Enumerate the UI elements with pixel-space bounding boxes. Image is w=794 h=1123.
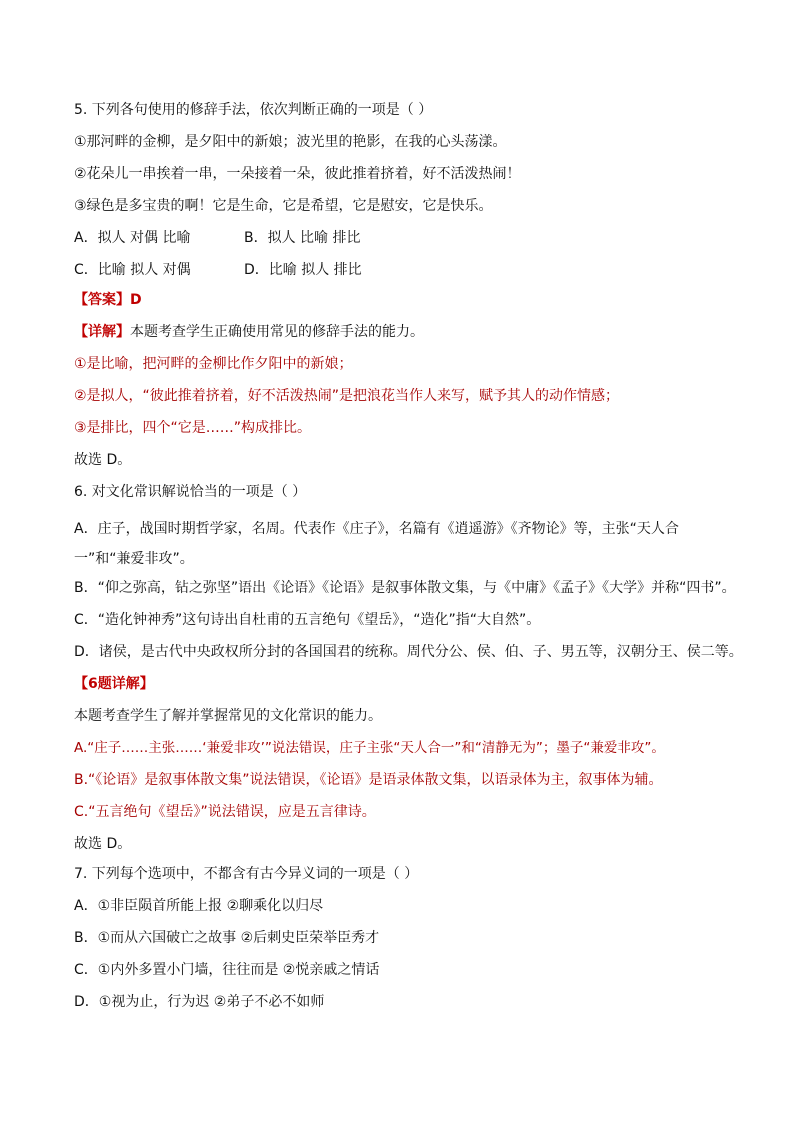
q5-sentence-3: ③绿色是多宝贵的啊！它是生命，它是希望，它是慰安，它是快乐。 xyxy=(74,198,493,214)
q5-detail-text: 本题考查学生正确使用常见的修辞手法的能力。 xyxy=(130,324,424,340)
q6-detail-header: 【6题详解】 xyxy=(74,676,154,692)
q5-stem: 5. 下列各句使用的修辞手法，依次判断正确的一项是（ ） xyxy=(74,102,433,118)
q7-option-d: D．①视为止，行为迟 ②弟子不必不如师 xyxy=(74,994,325,1010)
q7-option-a: A．①非臣陨首所能上报 ②聊乘化以归尽 xyxy=(74,898,324,914)
q5-explanation-1: ①是比喻，把河畔的金柳比作夕阳中的新娘； xyxy=(74,356,353,372)
q5-detail-label: 【详解】 xyxy=(74,324,130,340)
q7-option-b: B．①而从六国破亡之故事 ②后刺史臣荣举臣秀才 xyxy=(74,930,380,946)
q5-option-b: B．拟人 比喻 排比 xyxy=(244,230,361,246)
q6-explanation-a: A.“庄子……主张……‘兼爱非攻’”说法错误，庄子主张“天人合一”和“清静无为”；墨子“兼爱非攻”。 xyxy=(74,740,665,756)
q5-conclusion: 故选 D。 xyxy=(74,452,132,468)
q5-options-cd xyxy=(74,260,362,280)
q5-option-c: C．比喻 拟人 对偶 xyxy=(74,262,191,278)
q6-option-d: D．诸侯，是古代中央政权所分封的各国国君的统称。周代分公、侯、伯、子、男五等，汉朝分王、侯二等。 xyxy=(74,644,743,660)
q5-sentence-2: ②花朵儿一串挨着一串，一朵接着一朵，彼此推着挤着，好不活泼热闹！ xyxy=(74,166,521,182)
q6-conclusion: 故选 D。 xyxy=(74,836,132,852)
q7-option-c: C．①内外多置小门墙，往往而是 ②悦亲戚之情话 xyxy=(74,962,380,978)
q6-option-b: B．“仰之弥高，钻之弥坚”语出《论语》《论语》是叙事体散文集，与《中庸》《孟子》《大学》并称“四书”。 xyxy=(74,580,736,596)
q5-explanation-3: ③是排比，四个“它是……”构成排比。 xyxy=(74,420,312,436)
q5-option-d: D．比喻 拟人 排比 xyxy=(244,262,362,278)
q5-detail xyxy=(74,322,424,342)
q6-option-c: C．“造化钟神秀”这句诗出自杜甫的五言绝句《望岳》，“造化”指“大自然”。 xyxy=(74,612,541,628)
q6-detail-text: 本题考查学生了解并掌握常见的文化常识的能力。 xyxy=(74,708,382,724)
q5-options-ab xyxy=(74,228,361,248)
q6-explanation-c: C.“五言绝句《望岳》”说法错误，应是五言律诗。 xyxy=(74,804,376,820)
q7-stem: 7. 下列每个选项中，不都含有古今异义词的一项是（ ） xyxy=(74,866,419,882)
q5-answer: 【答案】D xyxy=(74,292,142,308)
q5-sentence-1: ①那河畔的金柳，是夕阳中的新娘；波光里的艳影，在我的心头荡漾。 xyxy=(74,134,507,150)
q6-stem: 6. 对文化常识解说恰当的一项是（ ） xyxy=(74,484,307,500)
q6-explanation-b: B.“《论语》是叙事体散文集”说法错误，《论语》是语录体散文集，以语录体为主，叙事体为辅。 xyxy=(74,772,663,788)
q5-option-a: A．拟人 对偶 比喻 xyxy=(74,230,191,246)
q6-option-a: A．庄子，战国时期哲学家，名周。代表作《庄子》，名篇有《逍遥游》《齐物论》等，主张“天人合一”和“兼爱非攻”。 xyxy=(74,521,679,567)
q5-explanation-2: ②是拟人，“彼此推着挤着，好不活泼热闹”是把浪花当作人来写，赋予其人的动作情感； xyxy=(74,388,620,404)
